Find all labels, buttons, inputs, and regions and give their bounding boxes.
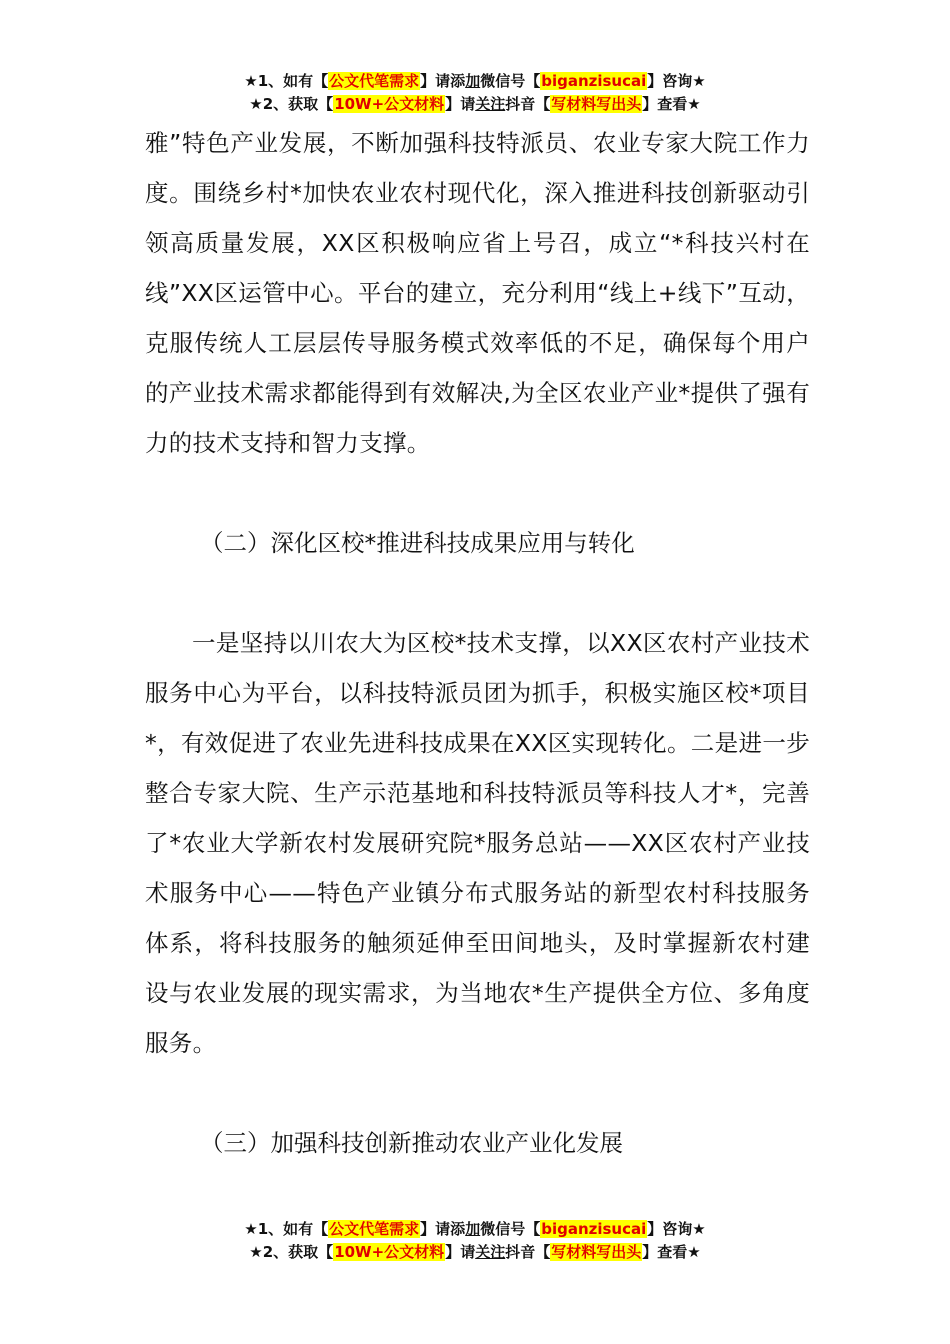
banner-text: 微信号【 bbox=[480, 1220, 541, 1238]
banner-text: ★1、如有【 bbox=[244, 72, 329, 90]
banner-text: 】咨询★ bbox=[647, 1220, 706, 1238]
paragraph-1: 雅”特色产业发展，不断加强科技特派员、农业专家大院工作力度。围绕乡村*加快农业农村现代化，深入推进科技创新驱动引领高质量发展，XX区积极响应省上号召，成立“*科技兴村在线”XX区运管中心。平台的建立，充分利用“线上+线下”互动，克服传统人工层层传导服务模式效率低的不足，确保每个用户的产业技术需求都能得到有效解决,为全区农业产业*提供了强有力的技术支持和智力支撑。 bbox=[145, 129, 810, 457]
banner-text: 抖音【 bbox=[505, 1243, 551, 1261]
banner-text: 】请添 bbox=[420, 1220, 466, 1238]
banner-highlight: 10W+公文材料 bbox=[334, 1243, 445, 1261]
banner-line-2 bbox=[0, 93, 950, 116]
banner-text: 】查看★ bbox=[642, 95, 701, 113]
banner-text: 】查看★ bbox=[642, 1243, 701, 1261]
banner-highlight: 公文代笔需求 bbox=[329, 72, 420, 90]
banner-line-1 bbox=[0, 70, 950, 93]
section-heading-2: （二）深化区校*推进科技成果应用与转化 bbox=[200, 529, 635, 557]
banner-highlight: 10W+公文材料 bbox=[334, 95, 445, 113]
banner-text: 关注 bbox=[475, 1243, 506, 1261]
banner-highlight: biganzisucai bbox=[541, 1220, 647, 1238]
footer-banner bbox=[0, 1218, 950, 1264]
banner-text: 加 bbox=[465, 72, 481, 90]
banner-text: 抖音【 bbox=[505, 95, 551, 113]
banner-text: ★2、获取【 bbox=[249, 95, 334, 113]
paragraph-2: 一是坚持以川农大为区校*技术支撑，以XX区农村产业技术服务中心为平台，以科技特派员团为抓手，积极实施区校*项目*，有效促进了农业先进科技成果在XX区实现转化。二是进一步整合专家大院、生产示范基地和科技特派员等科技人才*，完善了*农业大学新农村发展研究院*服务总站——XX区农村产业技术服务中心——特色产业镇分布式服务站的新型农村科技服务体系，将科技服务的触须延伸至田间地头，及时掌握新农村建设与农业发展的现实需求，为当地农*生产提供全方位、多角度服务。 bbox=[145, 629, 810, 1057]
banner-text: 微信号【 bbox=[480, 72, 541, 90]
header-banner bbox=[0, 70, 950, 116]
banner-text: 关注 bbox=[475, 95, 506, 113]
banner-line-2 bbox=[0, 1241, 950, 1264]
document-body bbox=[145, 118, 810, 1168]
banner-text: 加 bbox=[465, 1220, 481, 1238]
banner-highlight: 写材料写出头 bbox=[551, 95, 642, 113]
banner-text: ★2、获取【 bbox=[249, 1243, 334, 1261]
banner-highlight: biganzisucai bbox=[541, 72, 647, 90]
banner-highlight: 写材料写出头 bbox=[551, 1243, 642, 1261]
banner-text: 】咨询★ bbox=[647, 72, 706, 90]
section-heading-3: （三）加强科技创新推动农业产业化发展 bbox=[200, 1129, 623, 1157]
banner-highlight: 公文代笔需求 bbox=[329, 1220, 420, 1238]
banner-line-1 bbox=[0, 1218, 950, 1241]
banner-text: ★1、如有【 bbox=[244, 1220, 329, 1238]
banner-text: 】请 bbox=[445, 1243, 476, 1261]
banner-text: 】请添 bbox=[420, 72, 466, 90]
banner-text: 】请 bbox=[445, 95, 476, 113]
